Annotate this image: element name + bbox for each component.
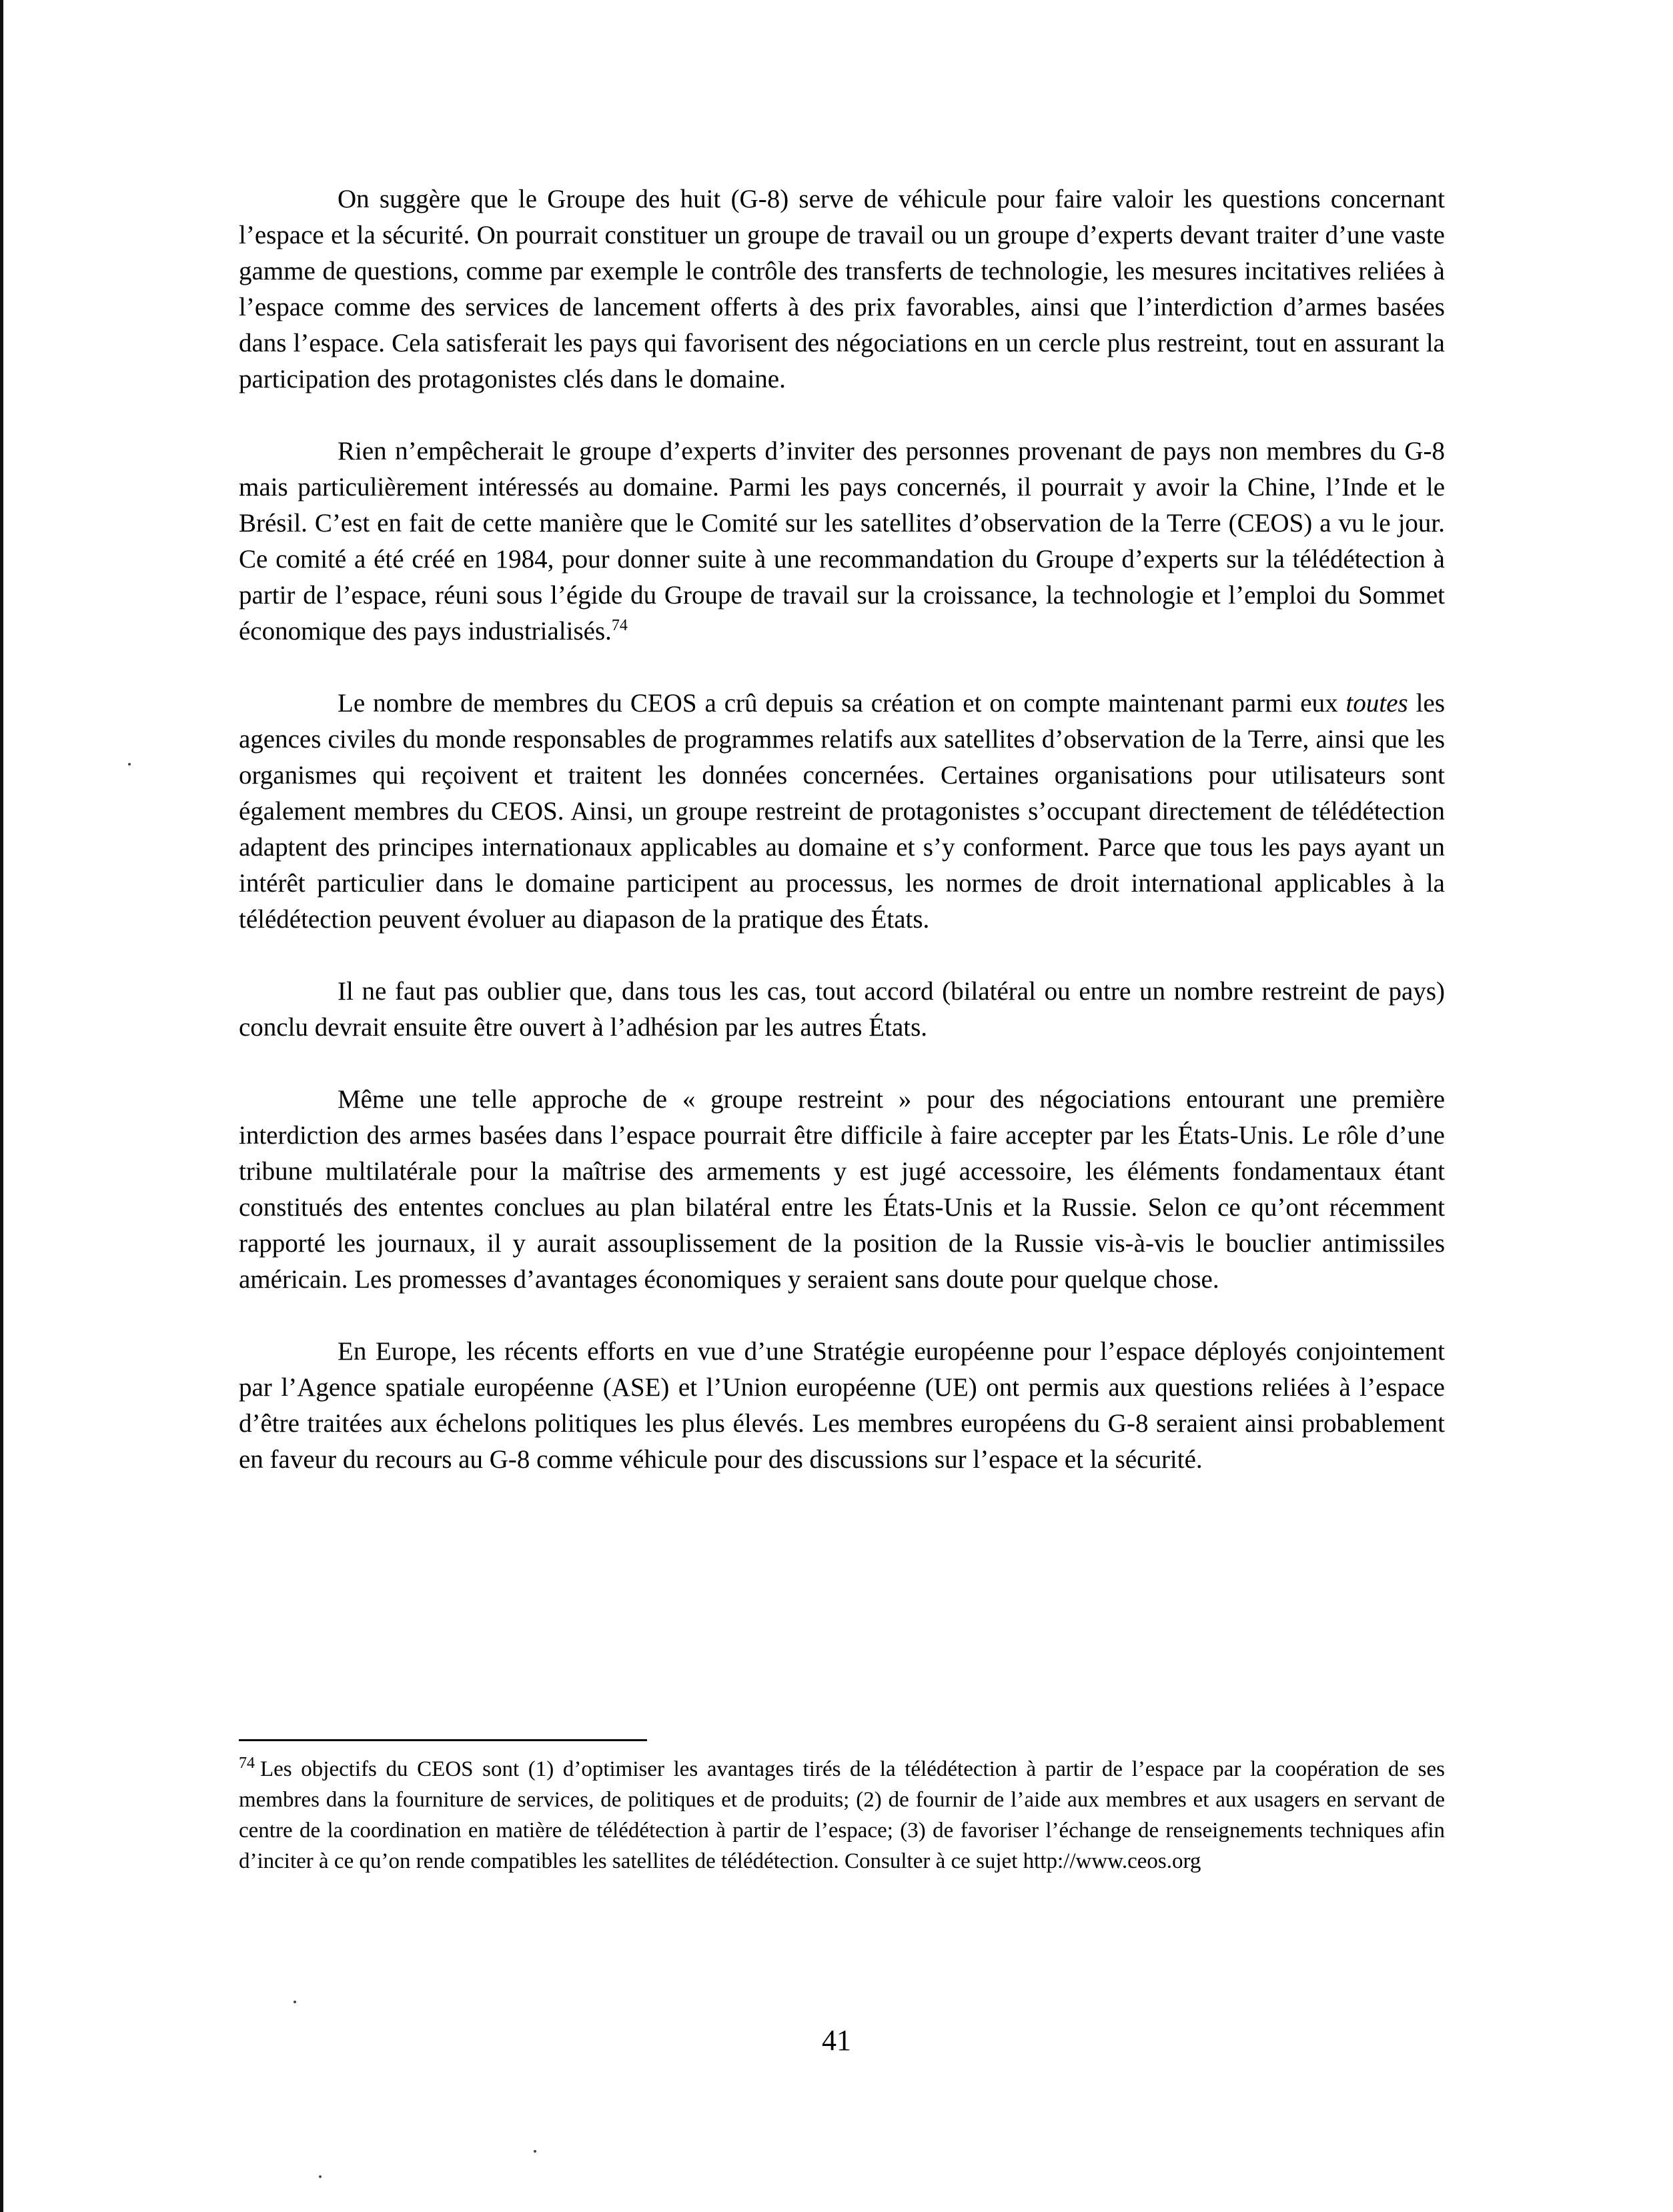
footnote-reference: 74	[611, 617, 628, 634]
scan-edge-line	[0, 0, 3, 2212]
scan-speck	[534, 2150, 536, 2153]
paragraph-4: Il ne faut pas oublier que, dans tous les cas, tout accord (bilatéral ou entre un nombre restreint de pays) conclu devrait ensuite être ouvert à l’adhésion par les autres États.	[239, 977, 1445, 1042]
paragraph-5: Même une telle approche de « groupe restreint » pour des négociations entourant une première interdiction des armes basées dans l’espace pourrait être difficile à faire accepter par les États-Unis. Le rôle d’une tribune multilatérale pour la maîtrise des armements y est jugé accessoire, les éléments fondamentaux étant constitués des ententes conclues au plan bilatéral entre les États-Unis et la Russie. Selon ce qu’ont récemment rapporté les journaux, il y aurait assouplissement de la position de la Russie vis-à-vis le bouclier antimissiles américain. Les promesses d’avantages économiques y seraient sans doute pour quelque chose.	[239, 1085, 1445, 1294]
page-number: 41	[822, 2024, 851, 2057]
paragraph-3-text-after: les agences civiles du monde responsables de programmes relatifs aux satellites d’observation de la Terre, ainsi que les organismes qui reçoivent et traitent les données concernées. Certaines organisations pour utilisateurs sont également membres du CEOS. Ainsi, un groupe restreint de protagonistes s’occupant directement de télédétection adaptent des principes internationaux applicables au domaine et s’y conforment. Parce que tous les pays ayant un intérêt particulier dans le domaine participent au processus, les normes de droit international applicables à la télédétection peuvent évoluer au diapason de la pratique des États.	[239, 689, 1446, 934]
paragraph-1: On suggère que le Groupe des huit (G-8) serve de véhicule pour faire valoir les questions concernant l’espace et la sécurité. On pourrait constituer un groupe de travail ou un groupe d’experts devant traiter d’une vaste gamme de questions, comme par exemple le contrôle des transferts de technologie, les mesures incitatives reliées à l’espace comme des services de lancement offerts à des prix favorables, ainsi que l’interdiction d’armes basées dans l’espace. Cela satisferait les pays qui favorisent des négociations en un cercle plus restreint, tout en assurant la participation des protagonistes clés dans le domaine.	[239, 185, 1445, 393]
scan-speck	[128, 763, 131, 766]
scan-speck	[294, 2001, 296, 2003]
body-text	[239, 181, 1445, 1478]
paragraph-6: En Europe, les récents efforts en vue d’une Stratégie européenne pour l’espace déployés conjointement par l’Agence spatiale européenne (ASE) et l’Union européenne (UE) ont permis aux questions reliées à l’espace d’être traitées aux échelons politiques les plus élevés. Les membres européens du G-8 seraient ainsi probablement en faveur du recours au G-8 comme véhicule pour des discussions sur l’espace et la sécurité.	[239, 1337, 1445, 1474]
footnote-number: 74	[239, 1755, 255, 1772]
footnote-text: Les objectifs du CEOS sont (1) d’optimiser les avantages tirés de la télédétection à partir de l’espace par la coopération de ses membres dans la fourniture de services, de politiques et de produits; (2) de fournir de l’aide aux membres et aux usagers en servant de centre de la coordination en matière de télédétection à partir de l’espace; (3) de favoriser l’échange de renseignements techniques afin d’inciter à ce qu’on rende compatibles les satellites de télédétection. Consulter à ce sujet http://www.ceos.org	[239, 1757, 1445, 1873]
paragraph-3-emphasis: toutes	[1345, 689, 1408, 718]
footnote-separator	[239, 1739, 647, 1741]
paragraph-3-text-before: Le nombre de membres du CEOS a crû depuis sa création et on compte maintenant parmi eux	[338, 689, 1346, 718]
paragraph-2	[239, 433, 1445, 650]
scan-speck	[319, 2175, 322, 2178]
footnote	[239, 1754, 1445, 1877]
paragraph-2-text: Rien n’empêcherait le groupe d’experts d’inviter des personnes provenant de pays non membres du G-8 mais particulièrement intéressés au domaine. Parmi les pays concernés, il pourrait y avoir la Chine, l’Inde et le Brésil. C’est en fait de cette manière que le Comité sur les satellites d’observation de la Terre (CEOS) a vu le jour. Ce comité a été créé en 1984, pour donner suite à une recommandation du Groupe d’experts sur la télédétection à partir de l’espace, réuni sous l’égide du Groupe de travail sur la croissance, la technologie et l’emploi du Sommet économique des pays industrialisés.	[239, 437, 1445, 646]
paragraph-3	[239, 686, 1445, 938]
